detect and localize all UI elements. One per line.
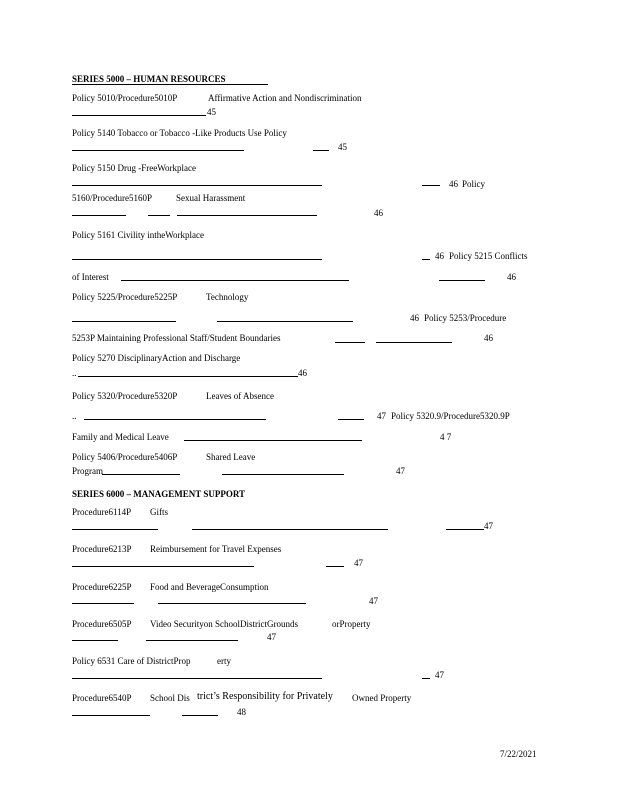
entry-6505-title: Video Securityon SchoolDistrictGrounds xyxy=(150,619,298,629)
entry-6540-page: 48 xyxy=(237,707,246,717)
leader xyxy=(146,640,238,641)
leader xyxy=(177,215,317,216)
leader xyxy=(313,150,329,151)
header-underline xyxy=(72,84,268,85)
entry-6505-title-cont: orProperty xyxy=(332,619,371,629)
entry-5161[interactable]: Policy 5161 Civility intheWorkplace xyxy=(72,230,205,240)
leader xyxy=(72,715,150,716)
leader-dots: .. xyxy=(72,368,77,378)
entry-5253-cont: 5253P Maintaining Professional Staff/Student Boundaries xyxy=(72,333,281,343)
entry-5320-title: Leaves of Absence xyxy=(206,391,274,401)
leader xyxy=(102,474,180,475)
entry-6531[interactable]: Policy 6531 Care of DistrictProp xyxy=(72,656,191,666)
leader xyxy=(184,440,362,441)
leader xyxy=(422,185,440,186)
entry-5160-page: 46 xyxy=(374,208,383,218)
entry-5160-title: Sexual Harassment xyxy=(176,193,246,203)
entry-5225-title: Technology xyxy=(206,292,249,302)
leader xyxy=(72,529,158,530)
entry-5161-page: 46 xyxy=(435,251,444,261)
leader xyxy=(72,566,254,567)
entry-6540[interactable]: Procedure6540P xyxy=(72,693,132,703)
leader xyxy=(72,150,244,151)
entry-6505[interactable]: Procedure6505P xyxy=(72,619,132,629)
entry-5215-cont: of Interest xyxy=(72,272,109,282)
entry-5320-9-page: 4 7 xyxy=(440,432,452,442)
leader xyxy=(422,678,430,679)
section-header-5000: SERIES 5000 – HUMAN RESOURCES xyxy=(72,74,226,84)
entry-6225[interactable]: Procedure6225P xyxy=(72,582,132,592)
section-header-6000: SERIES 6000 – MANAGEMENT SUPPORT xyxy=(72,489,246,499)
leader xyxy=(72,603,134,604)
entry-6114-page: 47 xyxy=(484,521,493,531)
entry-6114-title: Gifts xyxy=(150,507,168,517)
entry-6540-title: School Dis xyxy=(150,693,190,703)
leader xyxy=(158,603,306,604)
leader xyxy=(72,321,176,322)
leader xyxy=(72,259,322,260)
leader xyxy=(148,215,170,216)
entry-6213[interactable]: Procedure6213P xyxy=(72,544,132,554)
entry-5270-page: 46 xyxy=(298,368,307,378)
leader xyxy=(439,280,485,281)
entry-6213-page: 47 xyxy=(354,558,363,568)
leader xyxy=(78,376,298,377)
entry-5225[interactable]: Policy 5225/Procedure5225P xyxy=(72,292,178,302)
entry-5215[interactable]: Policy 5215 Conflicts xyxy=(449,251,528,261)
entry-5406-title: Shared Leave xyxy=(206,452,256,462)
entry-5320-9-cont: Family and Medical Leave xyxy=(72,432,169,442)
leader-dots: .. xyxy=(72,411,77,421)
entry-5320[interactable]: Policy 5320/Procedure5320P xyxy=(72,391,178,401)
entry-5406-page: 47 xyxy=(396,466,405,476)
entry-5160[interactable]: 5160/Procedure5160P xyxy=(72,193,152,203)
leader xyxy=(326,566,344,567)
entry-5215-page: 46 xyxy=(507,272,516,282)
entry-5140-page: 45 xyxy=(338,142,347,152)
entry-6225-title: Food and BeverageConsumption xyxy=(150,582,269,592)
leader xyxy=(72,115,206,116)
entry-5150-page: 46 xyxy=(449,179,458,189)
entry-5406[interactable]: Policy 5406/Procedure5406P xyxy=(72,452,178,462)
entry-5010[interactable]: Policy 5010/Procedure5010P xyxy=(72,93,178,103)
entry-5320-page: 47 xyxy=(377,411,386,421)
entry-5160-prefix[interactable]: Policy xyxy=(462,179,486,189)
entry-6114[interactable]: Procedure6114P xyxy=(72,507,132,517)
entry-5253[interactable]: Policy 5253/Procedure xyxy=(424,313,507,323)
entry-5406-cont: Program xyxy=(72,466,103,476)
leader xyxy=(121,280,349,281)
leader xyxy=(217,321,353,322)
leader xyxy=(446,529,484,530)
leader xyxy=(376,342,452,343)
entry-5270[interactable]: Policy 5270 DisciplinaryAction and Discharge xyxy=(72,353,241,363)
entry-5010-page: 45 xyxy=(207,107,216,117)
entry-5253-page: 46 xyxy=(484,333,493,343)
entry-6540-title-end: Owned Property xyxy=(352,693,412,703)
entry-5140[interactable]: Policy 5140 Tobacco or Tobacco -Like Products Use Policy xyxy=(72,128,287,138)
entry-5010-title: Affirmative Action and Nondiscrimination xyxy=(208,93,362,103)
footer-date: 7/22/2021 xyxy=(500,749,537,759)
leader xyxy=(84,419,266,420)
entry-5320-9[interactable]: Policy 5320.9/Procedure5320.9P xyxy=(391,411,510,421)
leader xyxy=(72,678,322,679)
leader xyxy=(182,715,218,716)
entry-6531-title-cont: erty xyxy=(217,656,231,666)
leader xyxy=(72,640,118,641)
entry-6531-page: 47 xyxy=(435,670,444,680)
leader xyxy=(335,342,365,343)
leader xyxy=(222,474,344,475)
entry-6213-title: Reimbursement for Travel Expenses xyxy=(150,544,282,554)
entry-5225-page: 46 xyxy=(410,313,419,323)
entry-6505-page: 47 xyxy=(267,632,276,642)
leader xyxy=(422,259,430,260)
entry-5150[interactable]: Policy 5150 Drug -FreeWorkplace xyxy=(72,163,196,173)
entry-6225-page: 47 xyxy=(369,596,378,606)
leader xyxy=(192,529,388,530)
entry-6540-title-cont: trict’s Responsibility for Privately xyxy=(197,691,333,702)
leader xyxy=(72,185,322,186)
leader xyxy=(72,215,126,216)
leader xyxy=(338,419,364,420)
